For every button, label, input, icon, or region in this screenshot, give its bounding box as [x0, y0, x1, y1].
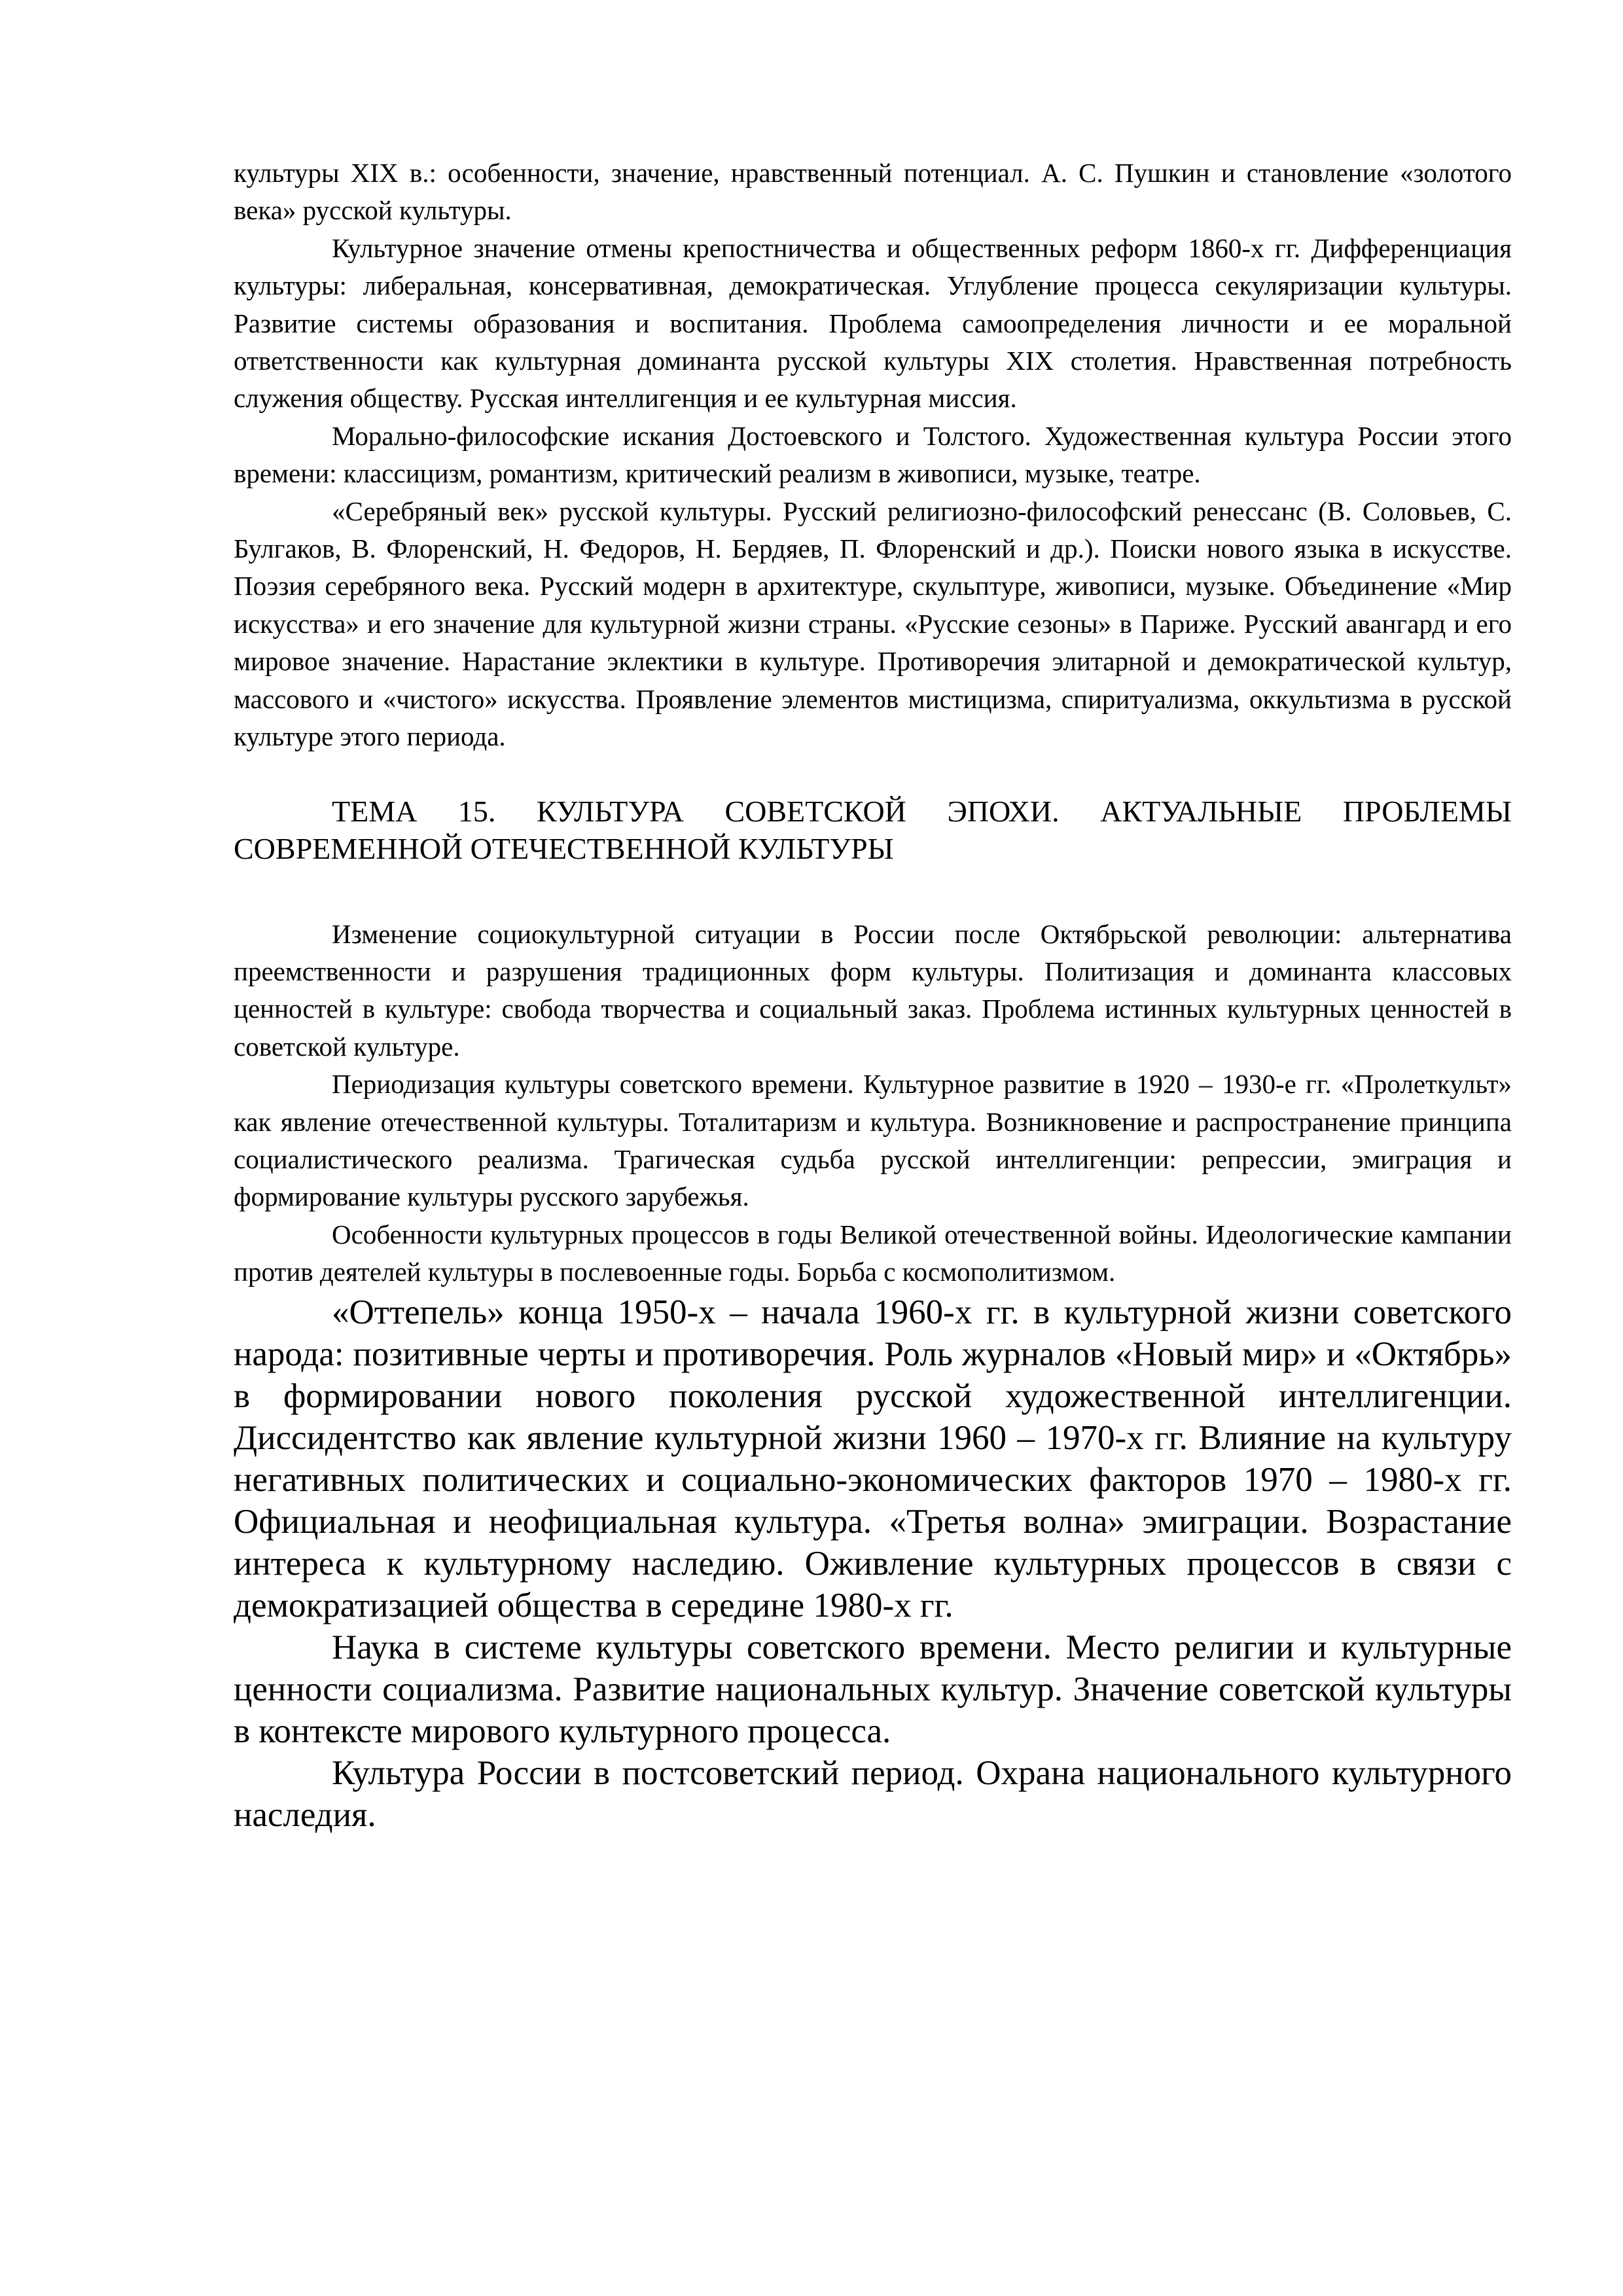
section-after-heading [234, 916, 1512, 1291]
paragraph-reforms-1860s: Культурное значение отмены крепостничества и общественных реформ 1860-х гг. Дифференциация культуры: либеральная, консервативная, демократическая. Углубление процесса секуляризации культуры. Развитие системы образования и воспитания. Проблема самоопределения личности и ее моральной ответственности как культурная доминанта русской культуры XIX столетия. Нравственная потребность служения обществу. Русская интеллигенция и ее культурная миссия. [234, 232, 1512, 414]
paragraph-october-revolution: Изменение социокультурной ситуации в России после Октябрьской революции: альтернатива преемственности и разрушения традиционных форм культуры. Политизация и доминанта классовых ценностей в культуре: свобода творчества и социальный заказ. Проблема истинных культурных ценностей в советской культуре. [234, 918, 1512, 1062]
paragraph-periodization: Периодизация культуры советского времени. Культурное развитие в 1920 – 1930-е гг. «Пролеткульт» как явление отечественной культуры. Тоталитаризм и культура. Возникновение и распространение принципа социалистического реализма. Трагическая судьба русской интеллигенции: репрессии, эмиграция и формирование культуры русского зарубежья. [234, 1069, 1512, 1212]
paragraph-post-soviet: Культура России в постсоветский период. Охрана национального культурного наследия. [234, 1753, 1512, 1834]
paragraph-thaw: «Оттепель» конца 1950-х – начала 1960-х гг. в культурной жизни советского народа: позитивные черты и противоречия. Роль журналов «Новый мир» и «Октябрь» в формировании нового поколения русской художественной интеллигенции. Диссидентство как явление культурной жизни 1960 – 1970-х гг. Влияние на культуру негативных политических и социально-экономических факторов 1970 – 1980-х гг. Официальная и неофициальная культура. «Третья волна» эмиграции. Возрастание интереса к культурному наследию. Оживление культурных процессов в связи с демократизацией общества в середине 1980-х гг. [234, 1293, 1512, 1624]
paragraph-silver-age: «Серебряный век» русской культуры. Русский религиозно-философский ренессанс (В. Соловьев, С. Булгаков, В. Флоренский, Н. Федоров, Н. Бердяев, П. Флоренский и др.). Поиски нового языка в искусстве. Поэзия серебряного века. Русский модерн в архитектуре, скульптуре, живописи, музыке. Объединение «Мир искусства» и его значение для культурной жизни страны. «Русские сезоны» в Париже. Русский авангард и его мировое значение. Нарастание эклектики в культуре. Противоречия элитарной и демократической культур, массового и «чистого» искусства. Проявление элементов мистицизма, спиритуализма, оккультизма в русской культуре этого периода. [234, 495, 1512, 752]
paragraph-science-religion: Наука в системе культуры советского времени. Место религии и культурные ценности социализма. Развитие национальных культур. Значение советской культуры в контексте мирового культурного процесса. [234, 1628, 1512, 1750]
section-heading: ТЕМА 15. КУЛЬТУРА СОВЕТСКОЙ ЭПОХИ. АКТУАЛЬНЫЕ ПРОБЛЕМЫ СОВРЕМЕННОЙ ОТЕЧЕСТВЕННОЙ КУЛЬТУРЫ [234, 794, 1512, 865]
paragraph-great-patriotic-war: Особенности культурных процессов в годы Великой отечественной войны. Идеологические кампании против деятелей культуры в послевоенные годы. Борьба с космополитизмом. [234, 1219, 1512, 1287]
paragraph-continuation: культуры XIX в.: особенности, значение, нравственный потенциал. А. С. Пушкин и становление «золотого века» русской культуры. [234, 158, 1512, 226]
document-page [234, 154, 1512, 1836]
section-large-text [234, 1291, 1512, 1836]
section-before-heading [234, 154, 1512, 756]
paragraph-dostoevsky-tolstoy: Морально-философские искания Достоевского и Толстого. Художественная культура России этого времени: классицизм, романтизм, критический реализм в живописи, музыке, театре. [234, 420, 1512, 489]
